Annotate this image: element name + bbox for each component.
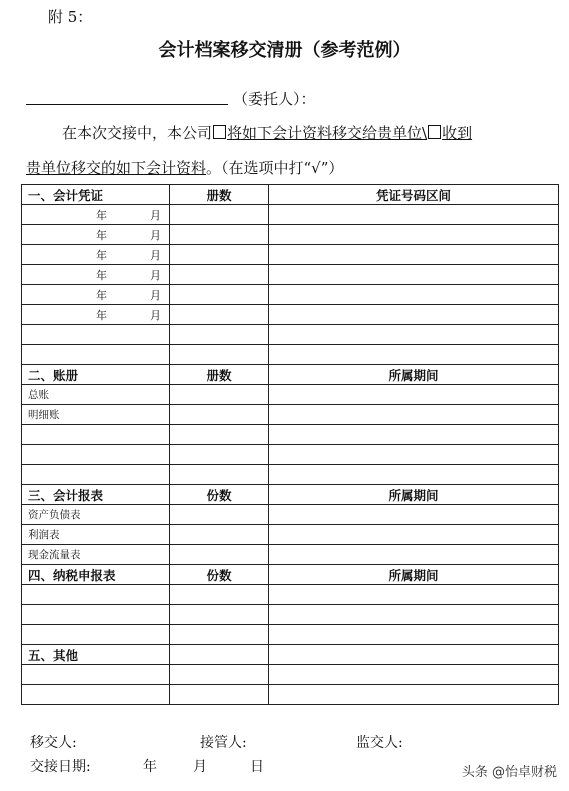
table-row (22, 445, 559, 465)
entrust-label: （委托人）： (233, 90, 316, 108)
table-row (22, 345, 559, 365)
intro-line-1 (62, 122, 472, 143)
date-day: 日 (250, 759, 264, 775)
column-count: 份数 (170, 565, 269, 585)
watermark: 头条 @怡卓财税 (461, 765, 557, 780)
table-row (22, 525, 559, 545)
column-count: 册数 (170, 185, 269, 205)
section-header-books (22, 365, 559, 385)
date-month: 月 (193, 759, 207, 775)
section-header-voucher (22, 185, 559, 205)
table-row: 年 月 (22, 205, 559, 225)
table-row: 年 月 (22, 225, 559, 245)
section-header-other (22, 645, 559, 665)
table-row (22, 385, 559, 405)
option-receive-text: 收到 (442, 124, 473, 142)
table-row (22, 625, 559, 645)
table-row: 年 月 (22, 285, 559, 305)
table-row (22, 405, 559, 425)
column-count: 册数 (170, 365, 269, 385)
column-count: 份数 (170, 485, 269, 505)
checkbox-receive[interactable] (428, 125, 441, 139)
attachment-label: 附 5： (48, 8, 93, 26)
table-row: 年 月 (22, 245, 559, 265)
column-range: 所属期间 (269, 365, 559, 385)
handover-date-label: 交接日期: (30, 759, 91, 775)
section-title: 二、账册 (22, 365, 170, 385)
column-range: 所属期间 (269, 485, 559, 505)
table-row (22, 585, 559, 605)
option-receive-text-cont: 贵单位移交的如下会计资料 (26, 159, 207, 177)
table-row (22, 425, 559, 445)
table-row: 年 月 (22, 305, 559, 325)
section-title: 三、会计报表 (22, 485, 170, 505)
receiver-label: 接管人: (200, 735, 247, 751)
item-income-statement: 利润表 (28, 529, 60, 541)
section-title: 一、会计凭证 (22, 185, 170, 205)
section-title: 四、纳税申报表 (22, 565, 170, 585)
table-row (22, 685, 559, 705)
section-header-tax (22, 565, 559, 585)
checkbox-handover[interactable] (213, 125, 226, 139)
column-range: 凭证号码区间 (269, 185, 559, 205)
intro-line-2 (26, 157, 343, 178)
intro-note: 。（在选项中打“√”） (206, 159, 344, 177)
entrust-name-blank[interactable] (26, 104, 228, 105)
intro-text: 在本次交接中，本公司 (62, 124, 213, 142)
section-title: 五、其他 (22, 645, 170, 665)
page-title: 会计档案移交清册（参考范例） (158, 40, 411, 61)
archive-table (21, 184, 559, 705)
item-general-ledger: 总账 (28, 389, 49, 401)
handover-label: 移交人: (30, 735, 77, 751)
table-row (22, 665, 559, 685)
table-row (22, 605, 559, 625)
section-header-reports (22, 485, 559, 505)
item-balance-sheet: 资产负债表 (28, 509, 81, 521)
column-range: 所属期间 (269, 565, 559, 585)
table-row (22, 465, 559, 485)
date-year: 年 (143, 759, 157, 775)
item-cash-flow: 现金流量表 (28, 549, 81, 561)
item-subsidiary-ledger: 明细账 (28, 409, 60, 421)
table-row (22, 505, 559, 525)
table-row (22, 325, 559, 345)
table-row (22, 545, 559, 565)
table-row: 年 月 (22, 265, 559, 285)
supervisor-label: 监交人: (356, 735, 403, 751)
option-handover-text: 将如下会计资料移交给贵单位\ (227, 124, 428, 142)
